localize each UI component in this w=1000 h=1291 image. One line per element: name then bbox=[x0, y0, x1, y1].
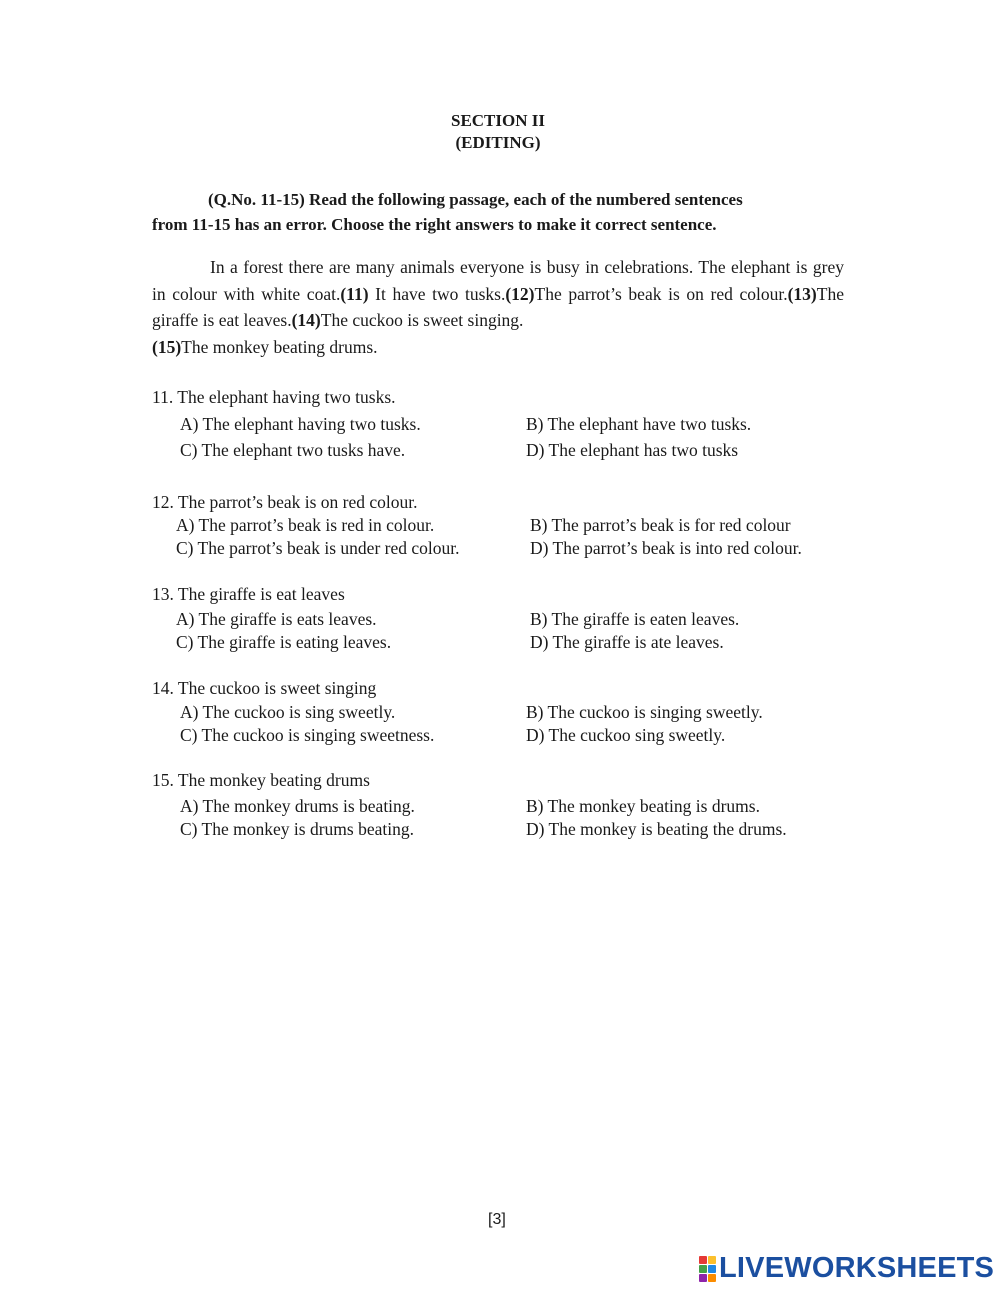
question-15-option-d[interactable]: D) The monkey is beating the drums. bbox=[526, 819, 787, 839]
section-title: SECTION II bbox=[450, 111, 545, 130]
sentence-marker-12: (12) bbox=[505, 283, 535, 304]
question-14: 14. The cuckoo is sweet singing bbox=[152, 678, 377, 698]
question-12-option-a[interactable]: A) The parrot’s beak is red in colour. bbox=[176, 515, 435, 535]
logo-block bbox=[708, 1274, 716, 1282]
question-13: 13. The giraffe is eat leaves bbox=[152, 584, 345, 604]
question-12-option-b[interactable]: B) The parrot’s beak is for red colour bbox=[530, 515, 791, 535]
passage-sentence: The parrot’s beak is on red colour. bbox=[534, 283, 788, 304]
sentence-marker-11: (11) bbox=[340, 283, 369, 304]
logo-block bbox=[699, 1274, 707, 1282]
passage-sentence: The cuckoo is sweet singing. bbox=[320, 310, 524, 330]
question-11: 11. The elephant having two tusks. bbox=[152, 387, 396, 407]
question-12-option-d[interactable]: D) The parrot’s beak is into red colour. bbox=[530, 538, 802, 558]
logo-block bbox=[699, 1265, 707, 1273]
passage-sentence: In a forest there are many animals everyone is busy in celebrations. The elephant is grey in colour with white coat. bbox=[152, 257, 844, 304]
question-13-option-d[interactable]: D) The giraffe is ate leaves. bbox=[530, 632, 724, 652]
liveworksheets-logo[interactable] bbox=[699, 1252, 994, 1285]
question-11-option-d[interactable]: D) The elephant has two tusks bbox=[526, 440, 739, 460]
question-12-option-c[interactable]: C) The parrot’s beak is under red colour. bbox=[176, 538, 460, 558]
question-13-option-b[interactable]: B) The giraffe is eaten leaves. bbox=[530, 609, 740, 629]
logo-block bbox=[708, 1265, 716, 1273]
sentence-marker-13: (13) bbox=[787, 283, 817, 304]
question-14-option-b[interactable]: B) The cuckoo is singing sweetly. bbox=[526, 702, 763, 722]
passage-sentence: The monkey beating drums. bbox=[181, 336, 378, 357]
section-subtitle: (EDITING) bbox=[455, 133, 541, 152]
question-11-option-b[interactable]: B) The elephant have two tusks. bbox=[526, 414, 752, 434]
question-14-option-a[interactable]: A) The cuckoo is sing sweetly. bbox=[180, 702, 396, 722]
question-15-option-b[interactable]: B) The monkey beating is drums. bbox=[526, 796, 760, 816]
passage bbox=[152, 254, 844, 360]
passage-sentence: It have two tusks. bbox=[368, 283, 506, 304]
logo-block bbox=[699, 1256, 707, 1264]
question-11-option-a[interactable]: A) The elephant having two tusks. bbox=[180, 414, 421, 434]
question-12: 12. The parrot’s beak is on red colour. bbox=[152, 492, 418, 512]
logo-block bbox=[708, 1256, 716, 1264]
passage-sentence: The giraffe is eat leaves. bbox=[152, 283, 844, 330]
question-13-option-a[interactable]: A) The giraffe is eats leaves. bbox=[176, 609, 377, 629]
sentence-marker-14: (14) bbox=[291, 310, 321, 330]
question-15-option-c[interactable]: C) The monkey is drums beating. bbox=[180, 819, 414, 839]
question-15: 15. The monkey beating drums bbox=[152, 770, 370, 790]
logo-text: LIVEWORKSHEETS bbox=[719, 1252, 995, 1284]
question-11-option-c[interactable]: C) The elephant two tusks have. bbox=[180, 440, 406, 460]
page-number: [3] bbox=[488, 1211, 506, 1228]
question-13-option-c[interactable]: C) The giraffe is eating leaves. bbox=[176, 632, 392, 652]
instruction-line-1: (Q.No. 11-15) Read the following passage, each of the numbered sentences bbox=[208, 190, 743, 209]
question-14-option-c[interactable]: C) The cuckoo is singing sweetness. bbox=[180, 725, 435, 745]
instruction-line-2: from 11-15 has an error. Choose the right answers to make it correct sentence. bbox=[152, 215, 717, 234]
logo-blocks-icon bbox=[699, 1256, 716, 1282]
sentence-marker-15: (15) bbox=[152, 336, 182, 357]
question-14-option-d[interactable]: D) The cuckoo sing sweetly. bbox=[526, 725, 726, 745]
question-15-option-a[interactable]: A) The monkey drums is beating. bbox=[180, 796, 415, 816]
